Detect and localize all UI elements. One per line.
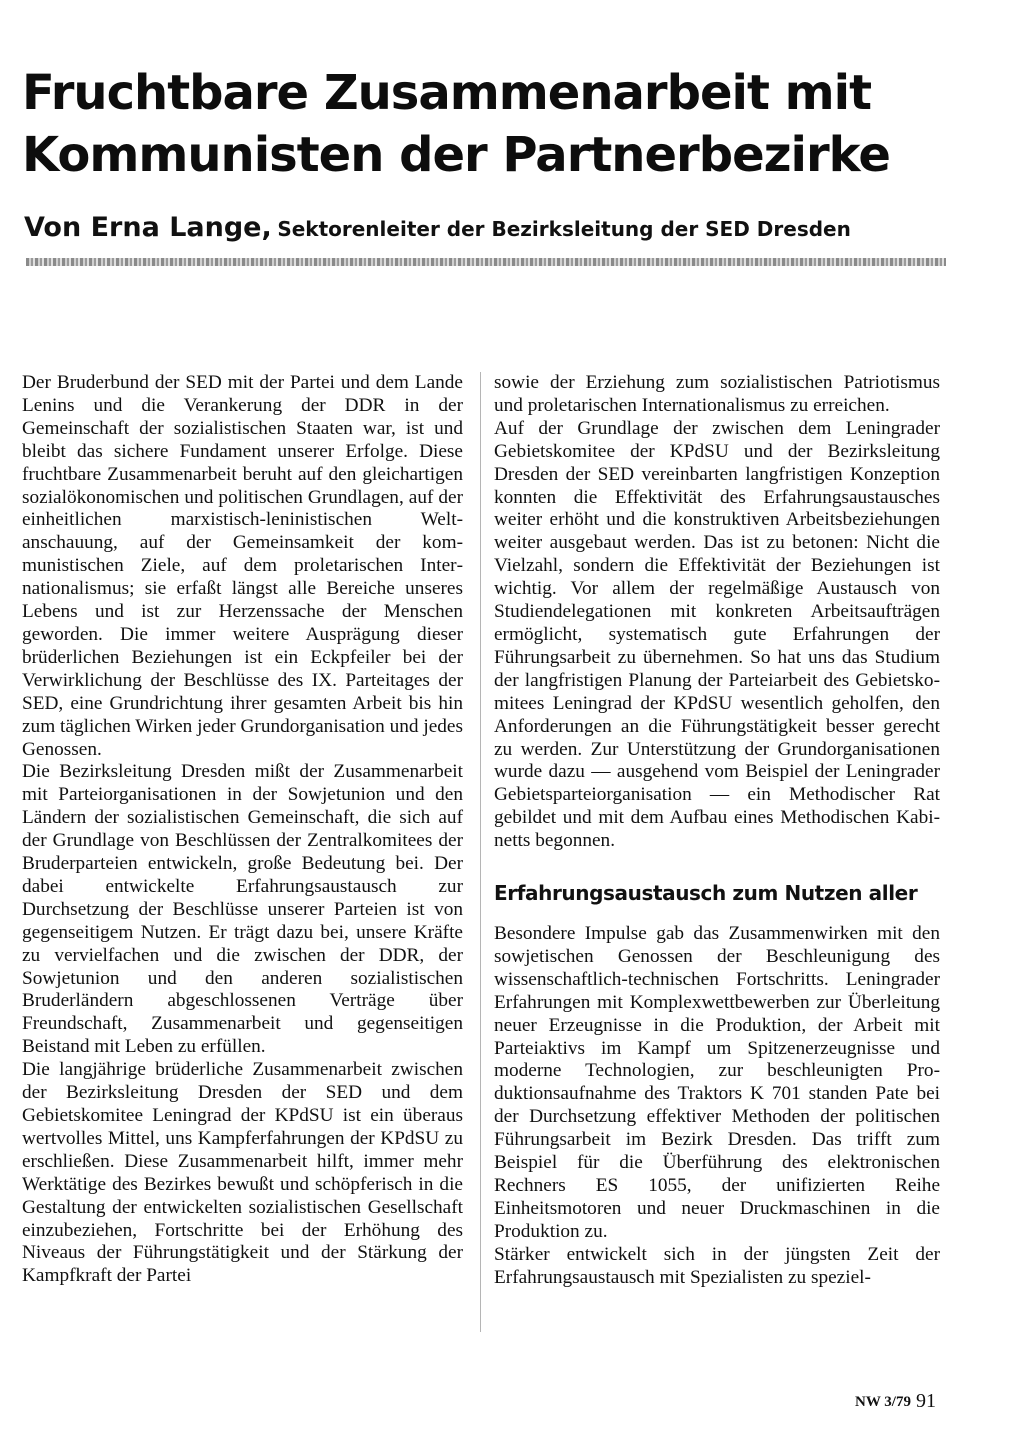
paragraph: Stärker entwickelt sich in der jüngsten Zeit der Erfahrungsaustausch mit Spezialisten zu speziel-: [494, 1243, 940, 1288]
paragraph: Die langjährige brüderliche Zusammenarbeit zwischen der Bezirksleitung Dresden der SED und dem Gebietskomitee Leningrad der KPdSU ist ein überaus wertvolles Mittel, uns Kampferfahrungen der KPdSU zu erschließen. Diese Zusammenarbeit hilft, immer mehr Werktätige des Bezirkes bewußt und schöpferisch in die Gestaltung der entwickelten sozialistischen Gesellschaft einzubeziehen, Fortschritte bei der Erhöhung des Niveaus der Führungstätigkeit und der Stärkung der Kampfkraft der Partei: [22, 1059, 463, 1287]
right-column: [494, 372, 940, 1290]
column-divider: [480, 372, 481, 1332]
paragraph: Die Bezirksleitung Dresden mißt der Zusammenarbeit mit Parteiorganisationen in der Sowjetunion und den Ländern der sozialistischen Gemeinschaft, die sich auf der Grundlage von Beschlüssen der Zentralkomitees der Bruderparteien entwickeln, große Bedeutung bei. Der dabei entwickelte Erfahrungsaustausch zur Durchsetzung der Beschlüsse unserer Parteien ist von gegenseitigem Nutzen. Er trägt dazu bei, unsere Kräfte zu vervielfachen und die zwischen der DDR, der Sowjetunion und den anderen sozialistischen Bruderländern abgeschlossenen Verträge über Freundschaft, Zusammenarbeit und gegenseitigen Beistand mit Leben zu erfüllen.: [22, 761, 463, 1058]
issue-label: NW 3/79: [855, 1394, 911, 1410]
paragraph: sowie der Erziehung zum sozialistischen Patriotismus und proletarischen Internationalismus zu erreichen.: [494, 372, 940, 416]
page-number: 91: [916, 1390, 936, 1412]
title-rule: [26, 258, 946, 266]
article-title: Fruchtbare Zusammenarbeit mit Kommunisten der Partnerbezirke: [22, 65, 890, 183]
byline-author: Von Erna Lange,: [24, 212, 272, 243]
paragraph: Besondere Impulse gab das Zusammenwirken mit den sowjetischen Genossen der Beschleunigung des wissenschaftlich-technischen Fortschritts. Leningrader Erfahrungen mit Komplexwettbewerben zur Überleitung neuer Erzeugnisse in die Produktion, der Arbeit mit Parteiaktivs im Kampf um Spitzenerzeugnisse und moderne Technologien, zur beschleunigten Produktionsaufnahme des Traktors K 701 standen Pate bei der Durchsetzung effektiver Methoden der politischen Führungsarbeit im Bezirk Dresden. Das trifft zum Beispiel für die Überführung des elektronischen Rechners ES 1055, der unifizierten Reihe Einheitsmotoren und neuer Druckmaschinen in die Produktion zu.: [494, 923, 940, 1242]
byline: [24, 212, 1004, 243]
byline-role: Sektorenleiter der Bezirksleitung der SED Dresden: [277, 217, 851, 241]
paragraph: Auf der Grundlage der zwischen dem Leningrader Gebietskomitee der KPdSU und der Bezirksleitung Dresden der SED vereinbarten langfristigen Konzeption konnten die Effektivität des Erfahrungsaustausches weiter erhöht und die konstruktiven Arbeitsbeziehungen weiter ausgebaut werden. Das ist zu betonen: Nicht die Vielzahl, sondern die Effektivität der Beziehungen ist wichtig. Vor allem der regelmäßige Austausch von Studiendelegationen mit konkreten Arbeitsaufträgen ermöglicht, systematisch gute Erfahrungen der Führungsarbeit zu übernehmen. So hat uns das Studium der langfristigen Planung der Parteiarbeit des Gebietskomitees Leningrad der KPdSU wesentlich geholfen, den Anforderungen an die Führungstätigkeit besser gerecht zu werden. Zur Unterstützung der Grundorganisationen wurde dazu — ausgehend vom Beispiel der Leningrader Gebietsparteiorganisation — ein Methodischer Rat gebildet und mit dem Aufbau eines Methodischen Kabinetts begonnen.: [494, 417, 940, 852]
left-column: [22, 372, 463, 1288]
paragraph: Der Bruderbund der SED mit der Partei und dem Lande Lenins und die Verankerung der DDR in der Gemeinschaft der sozialistischen Staaten war, ist und bleibt das sichere Fundament unserer Erfolge. Diese fruchtbare Zusammenarbeit beruht auf den gleichartigen sozialökonomischen und politischen Grundlagen, auf der einheitlichen marxistisch-leninistischen Weltanschauung, auf der Gemeinsamkeit der kommunistischen Ziele, auf dem proletarischen Internationalismus; sie erfaßt längst alle Bereiche unseres Lebens und ist zur Herzenssache der Menschen geworden. Die immer weitere Ausprägung dieser brüderlichen Beziehungen ist ein Eckpfeiler bei der Verwirklichung der Beschlüsse des IX. Parteitages der SED, eine Grundrichtung ihrer gesamten Arbeit bis hin zum täglichen Wirken jeder Grundorganisation und jedes Genossen.: [22, 372, 463, 760]
section-heading: Erfahrungsaustausch zum Nutzen aller: [494, 881, 918, 906]
